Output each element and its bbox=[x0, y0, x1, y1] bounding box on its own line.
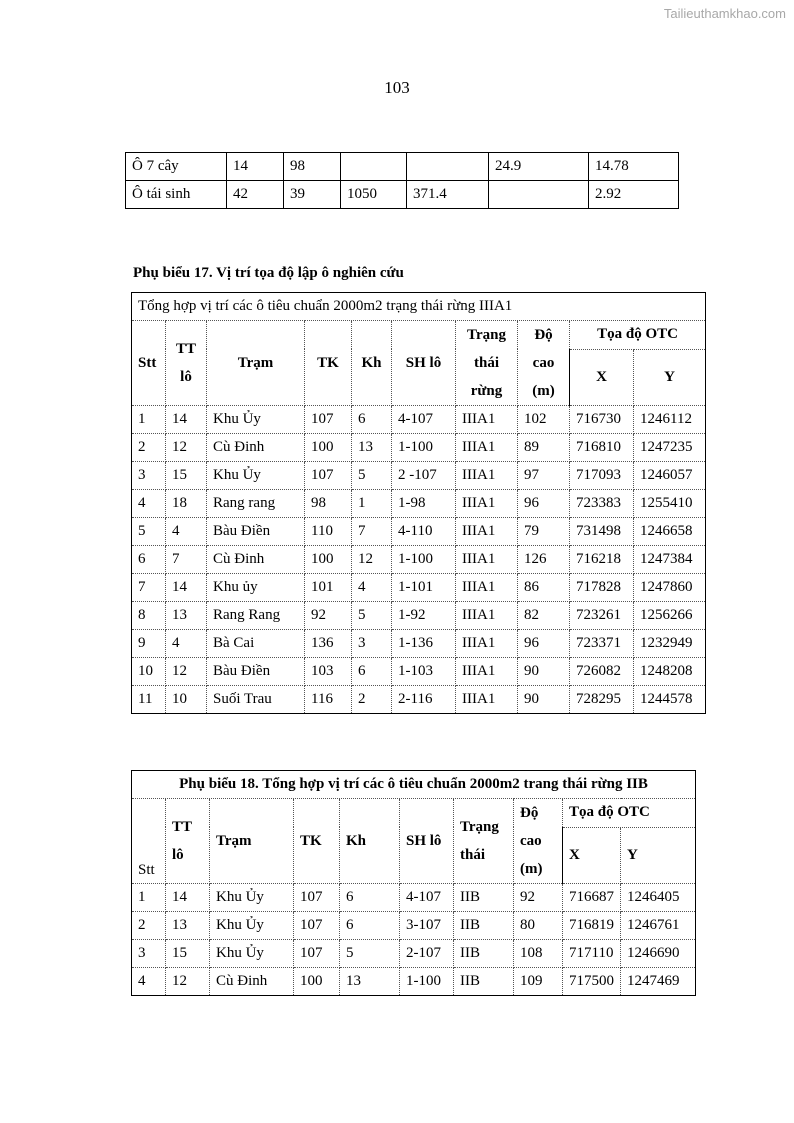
table-cell: 108 bbox=[514, 940, 563, 968]
table-cell: 4 bbox=[166, 630, 207, 658]
table-cell: 717110 bbox=[563, 940, 621, 968]
table-cell: 126 bbox=[518, 546, 570, 574]
table-cell: Khu Ủy bbox=[210, 912, 294, 940]
table-cell: Rang Rang bbox=[207, 602, 305, 630]
appendix-17-title: Tổng hợp vị trí các ô tiêu chuẩn 2000m2 trạng thái rừng IIIA1 bbox=[132, 293, 706, 321]
header-toa-do: Tọa độ OTC bbox=[570, 321, 706, 350]
header-do-cao-line2: cao bbox=[532, 355, 555, 371]
table-cell: 10 bbox=[166, 686, 207, 714]
table-row bbox=[132, 686, 706, 714]
table-cell: 96 bbox=[518, 490, 570, 518]
table-cell: 86 bbox=[518, 574, 570, 602]
table-cell: 136 bbox=[305, 630, 352, 658]
header-trang-thai-line2: thái bbox=[473, 355, 499, 371]
table-cell: 1246761 bbox=[621, 912, 696, 940]
table-cell: Khu Ủy bbox=[210, 884, 294, 912]
table-row bbox=[126, 153, 679, 181]
table-cell bbox=[407, 153, 489, 181]
header-trang-thai-line2: thái bbox=[460, 847, 486, 863]
table-cell: IIB bbox=[454, 940, 514, 968]
table-cell: IIB bbox=[454, 968, 514, 996]
table-cell: 1246405 bbox=[621, 884, 696, 912]
table-cell: IIB bbox=[454, 912, 514, 940]
table-cell: 103 bbox=[305, 658, 352, 686]
table-cell: 97 bbox=[518, 462, 570, 490]
table-cell: 1232949 bbox=[634, 630, 706, 658]
table-cell: 723261 bbox=[570, 602, 634, 630]
header-tk: TK bbox=[294, 799, 340, 884]
table-cell: 12 bbox=[166, 968, 210, 996]
table-cell: 79 bbox=[518, 518, 570, 546]
table-cell: 15 bbox=[166, 462, 207, 490]
table-cell: 717828 bbox=[570, 574, 634, 602]
table-cell: 7 bbox=[166, 546, 207, 574]
header-x: X bbox=[563, 827, 621, 883]
table-cell: 116 bbox=[305, 686, 352, 714]
table-cell: IIIA1 bbox=[456, 658, 518, 686]
table-cell: 14 bbox=[166, 574, 207, 602]
table-cell: 1-100 bbox=[400, 968, 454, 996]
table-row bbox=[132, 434, 706, 462]
table-cell: 1050 bbox=[341, 181, 407, 209]
table-cell: Cù Đinh bbox=[207, 546, 305, 574]
header-toa-do: Tọa độ OTC bbox=[563, 799, 696, 828]
table-cell: Bàu Điền bbox=[207, 658, 305, 686]
continued-table bbox=[125, 152, 679, 209]
table-cell: 716730 bbox=[570, 406, 634, 434]
table-cell: 8 bbox=[132, 602, 166, 630]
table-row bbox=[132, 602, 706, 630]
header-sh-lo: SH lô bbox=[400, 799, 454, 884]
table-cell: Ô tái sinh bbox=[126, 181, 227, 209]
table-cell: 6 bbox=[340, 884, 400, 912]
table-cell: 1246112 bbox=[634, 406, 706, 434]
table-cell: 3 bbox=[352, 630, 392, 658]
table-cell: 1246690 bbox=[621, 940, 696, 968]
table-cell: 4 bbox=[132, 968, 166, 996]
table-cell: 6 bbox=[132, 546, 166, 574]
table-cell: Khu ủy bbox=[207, 574, 305, 602]
table-cell: 24.9 bbox=[489, 153, 589, 181]
table-cell: 13 bbox=[340, 968, 400, 996]
table-cell: 107 bbox=[305, 462, 352, 490]
table-cell: 5 bbox=[340, 940, 400, 968]
table-cell: 107 bbox=[294, 940, 340, 968]
table-cell: 371.4 bbox=[407, 181, 489, 209]
table-cell: 1256266 bbox=[634, 602, 706, 630]
table-cell: 716687 bbox=[563, 884, 621, 912]
table-cell: IIIA1 bbox=[456, 434, 518, 462]
table-row bbox=[132, 574, 706, 602]
table-cell: 3 bbox=[132, 462, 166, 490]
table-cell: 42 bbox=[227, 181, 284, 209]
table-cell: 1 bbox=[352, 490, 392, 518]
table-cell: 100 bbox=[305, 546, 352, 574]
header-do-cao-line1: Độ bbox=[534, 327, 553, 343]
table-cell: IIIA1 bbox=[456, 546, 518, 574]
table-cell: IIIA1 bbox=[456, 490, 518, 518]
header-do-cao-line3: (m) bbox=[532, 383, 555, 399]
table-cell: Bà Cai bbox=[207, 630, 305, 658]
table-row bbox=[132, 884, 696, 912]
table-cell: 1247860 bbox=[634, 574, 706, 602]
table-cell: 6 bbox=[340, 912, 400, 940]
header-tt-lo-line1: TT bbox=[172, 819, 193, 835]
table-cell: 1-101 bbox=[392, 574, 456, 602]
table-cell: 728295 bbox=[570, 686, 634, 714]
header-x: X bbox=[570, 349, 634, 405]
table-cell: IIIA1 bbox=[456, 574, 518, 602]
table-cell: 2 bbox=[132, 912, 166, 940]
table-cell: 1-100 bbox=[392, 434, 456, 462]
header-do-cao-line1: Độ bbox=[520, 805, 539, 821]
table-cell: 102 bbox=[518, 406, 570, 434]
table-cell: 1 bbox=[132, 884, 166, 912]
table-cell: 3-107 bbox=[400, 912, 454, 940]
header-do-cao bbox=[514, 799, 563, 884]
table-cell: 1244578 bbox=[634, 686, 706, 714]
table-cell: 1247384 bbox=[634, 546, 706, 574]
table-cell: 82 bbox=[518, 602, 570, 630]
continued-table-body bbox=[126, 153, 679, 209]
table-cell: 716218 bbox=[570, 546, 634, 574]
table-cell: 92 bbox=[514, 884, 563, 912]
table-cell: 2 bbox=[132, 434, 166, 462]
table-cell: 11 bbox=[132, 686, 166, 714]
table-cell: 1247235 bbox=[634, 434, 706, 462]
table-cell: Khu Ủy bbox=[210, 940, 294, 968]
table-cell: 107 bbox=[294, 884, 340, 912]
table-cell: 12 bbox=[166, 658, 207, 686]
table-row bbox=[132, 658, 706, 686]
table-cell: 1-98 bbox=[392, 490, 456, 518]
page-number: 103 bbox=[384, 78, 410, 97]
table-cell: 109 bbox=[514, 968, 563, 996]
table-cell: 716810 bbox=[570, 434, 634, 462]
table-cell: 14.78 bbox=[589, 153, 679, 181]
appendix-18-title: Phụ biểu 18. Tổng hợp vị trí các ô tiêu chuẩn 2000m2 trang thái rừng IIB bbox=[132, 771, 696, 799]
table-cell: 4 bbox=[132, 490, 166, 518]
table-cell: Bàu Điền bbox=[207, 518, 305, 546]
table-row bbox=[132, 406, 706, 434]
table-row bbox=[132, 546, 706, 574]
header-do-cao-line3: (m) bbox=[520, 861, 543, 877]
table-row bbox=[132, 968, 696, 996]
table-cell: 3 bbox=[132, 940, 166, 968]
table-cell: Khu Ủy bbox=[207, 462, 305, 490]
table-cell: 9 bbox=[132, 630, 166, 658]
table-cell: 5 bbox=[352, 602, 392, 630]
table-cell: 13 bbox=[352, 434, 392, 462]
table-cell: Cù Đinh bbox=[207, 434, 305, 462]
table-cell: 1255410 bbox=[634, 490, 706, 518]
table-cell bbox=[341, 153, 407, 181]
table-cell: Suối Trau bbox=[207, 686, 305, 714]
table-cell: 2 bbox=[352, 686, 392, 714]
header-tt-lo bbox=[166, 799, 210, 884]
header-trang-thai-line1: Trạng bbox=[467, 327, 506, 343]
table-cell: 15 bbox=[166, 940, 210, 968]
header-tram: Trạm bbox=[207, 321, 305, 406]
table-cell: Khu Ủy bbox=[207, 406, 305, 434]
table-cell: 1 bbox=[132, 406, 166, 434]
table-cell: 107 bbox=[294, 912, 340, 940]
table-cell: 4-107 bbox=[400, 884, 454, 912]
table-cell: 717500 bbox=[563, 968, 621, 996]
table-cell: 14 bbox=[227, 153, 284, 181]
header-trang-thai-line3: rừng bbox=[470, 383, 503, 399]
table-cell: 12 bbox=[352, 546, 392, 574]
table-cell: 90 bbox=[518, 658, 570, 686]
header-trang-thai bbox=[454, 799, 514, 884]
header-stt: Stt bbox=[132, 321, 166, 406]
table-cell: 726082 bbox=[570, 658, 634, 686]
table-cell: IIIA1 bbox=[456, 518, 518, 546]
table-cell: 12 bbox=[166, 434, 207, 462]
table-cell: 107 bbox=[305, 406, 352, 434]
table-cell: 98 bbox=[284, 153, 341, 181]
table-cell: 2.92 bbox=[589, 181, 679, 209]
table-cell: 4-110 bbox=[392, 518, 456, 546]
header-y: Y bbox=[634, 349, 706, 405]
table-cell: IIB bbox=[454, 884, 514, 912]
table-cell: 2 -107 bbox=[392, 462, 456, 490]
table-cell: 1-92 bbox=[392, 602, 456, 630]
table-cell: 1246057 bbox=[634, 462, 706, 490]
header-kh: Kh bbox=[340, 799, 400, 884]
table-cell: IIIA1 bbox=[456, 686, 518, 714]
table-cell: 96 bbox=[518, 630, 570, 658]
table-row bbox=[132, 490, 706, 518]
table-cell: 18 bbox=[166, 490, 207, 518]
table-cell: IIIA1 bbox=[456, 602, 518, 630]
table-cell bbox=[489, 181, 589, 209]
table-cell: 98 bbox=[305, 490, 352, 518]
table-cell: 1-103 bbox=[392, 658, 456, 686]
appendix-17-body bbox=[132, 293, 706, 714]
table-cell: 13 bbox=[166, 602, 207, 630]
table-cell: 2-107 bbox=[400, 940, 454, 968]
table-cell: 723371 bbox=[570, 630, 634, 658]
table-cell: 80 bbox=[514, 912, 563, 940]
table-cell: 14 bbox=[166, 406, 207, 434]
table-cell: 723383 bbox=[570, 490, 634, 518]
header-tt-lo-line1: TT bbox=[175, 341, 196, 357]
appendix-18-body bbox=[132, 771, 696, 996]
table-cell: 100 bbox=[305, 434, 352, 462]
table-cell: 731498 bbox=[570, 518, 634, 546]
header-y: Y bbox=[621, 827, 696, 883]
table-cell: Ô 7 cây bbox=[126, 153, 227, 181]
table-row bbox=[132, 940, 696, 968]
table-row bbox=[132, 912, 696, 940]
table-cell: 1246658 bbox=[634, 518, 706, 546]
header-tt-lo-line2: lô bbox=[172, 847, 184, 863]
table-cell: 1247469 bbox=[621, 968, 696, 996]
header-tram: Trạm bbox=[210, 799, 294, 884]
appendix-17-table bbox=[131, 292, 706, 714]
table-cell: 13 bbox=[166, 912, 210, 940]
header-tt-lo bbox=[166, 321, 207, 406]
appendix-18-table bbox=[131, 770, 696, 996]
table-cell: 14 bbox=[166, 884, 210, 912]
table-cell: 100 bbox=[294, 968, 340, 996]
table-row bbox=[132, 462, 706, 490]
table-cell: 5 bbox=[132, 518, 166, 546]
table-cell: Cù Đinh bbox=[210, 968, 294, 996]
table-row bbox=[132, 518, 706, 546]
table-cell: 10 bbox=[132, 658, 166, 686]
watermark: Tailieuthamkhao.com bbox=[663, 6, 786, 21]
table-cell: 6 bbox=[352, 658, 392, 686]
header-sh-lo: SH lô bbox=[392, 321, 456, 406]
appendix-17-caption: Phụ biểu 17. Vị trí tọa độ lập ô nghiên cứu bbox=[133, 265, 404, 281]
header-tt-lo-line2: lô bbox=[180, 369, 192, 385]
table-cell: 1-136 bbox=[392, 630, 456, 658]
table-cell: 716819 bbox=[563, 912, 621, 940]
table-cell: 6 bbox=[352, 406, 392, 434]
table-cell: 4-107 bbox=[392, 406, 456, 434]
header-tk: TK bbox=[305, 321, 352, 406]
table-cell: IIIA1 bbox=[456, 630, 518, 658]
table-cell: 1-100 bbox=[392, 546, 456, 574]
table-cell: 2-116 bbox=[392, 686, 456, 714]
table-cell: 39 bbox=[284, 181, 341, 209]
table-cell: 89 bbox=[518, 434, 570, 462]
table-cell: 7 bbox=[132, 574, 166, 602]
header-kh: Kh bbox=[352, 321, 392, 406]
table-cell: 4 bbox=[166, 518, 207, 546]
header-trang-thai-line1: Trạng bbox=[460, 819, 499, 835]
header-do-cao-line2: cao bbox=[520, 833, 542, 849]
table-cell: 717093 bbox=[570, 462, 634, 490]
table-cell: 90 bbox=[518, 686, 570, 714]
table-cell: 5 bbox=[352, 462, 392, 490]
table-cell: 110 bbox=[305, 518, 352, 546]
table-cell: 4 bbox=[352, 574, 392, 602]
table-cell: 1248208 bbox=[634, 658, 706, 686]
header-trang-thai bbox=[456, 321, 518, 406]
table-cell: IIIA1 bbox=[456, 462, 518, 490]
header-stt: Stt bbox=[132, 799, 166, 884]
table-cell: 101 bbox=[305, 574, 352, 602]
table-cell: 7 bbox=[352, 518, 392, 546]
header-do-cao bbox=[518, 321, 570, 406]
table-cell: IIIA1 bbox=[456, 406, 518, 434]
table-row bbox=[132, 630, 706, 658]
table-cell: 92 bbox=[305, 602, 352, 630]
table-row bbox=[126, 181, 679, 209]
table-cell: Rang rang bbox=[207, 490, 305, 518]
